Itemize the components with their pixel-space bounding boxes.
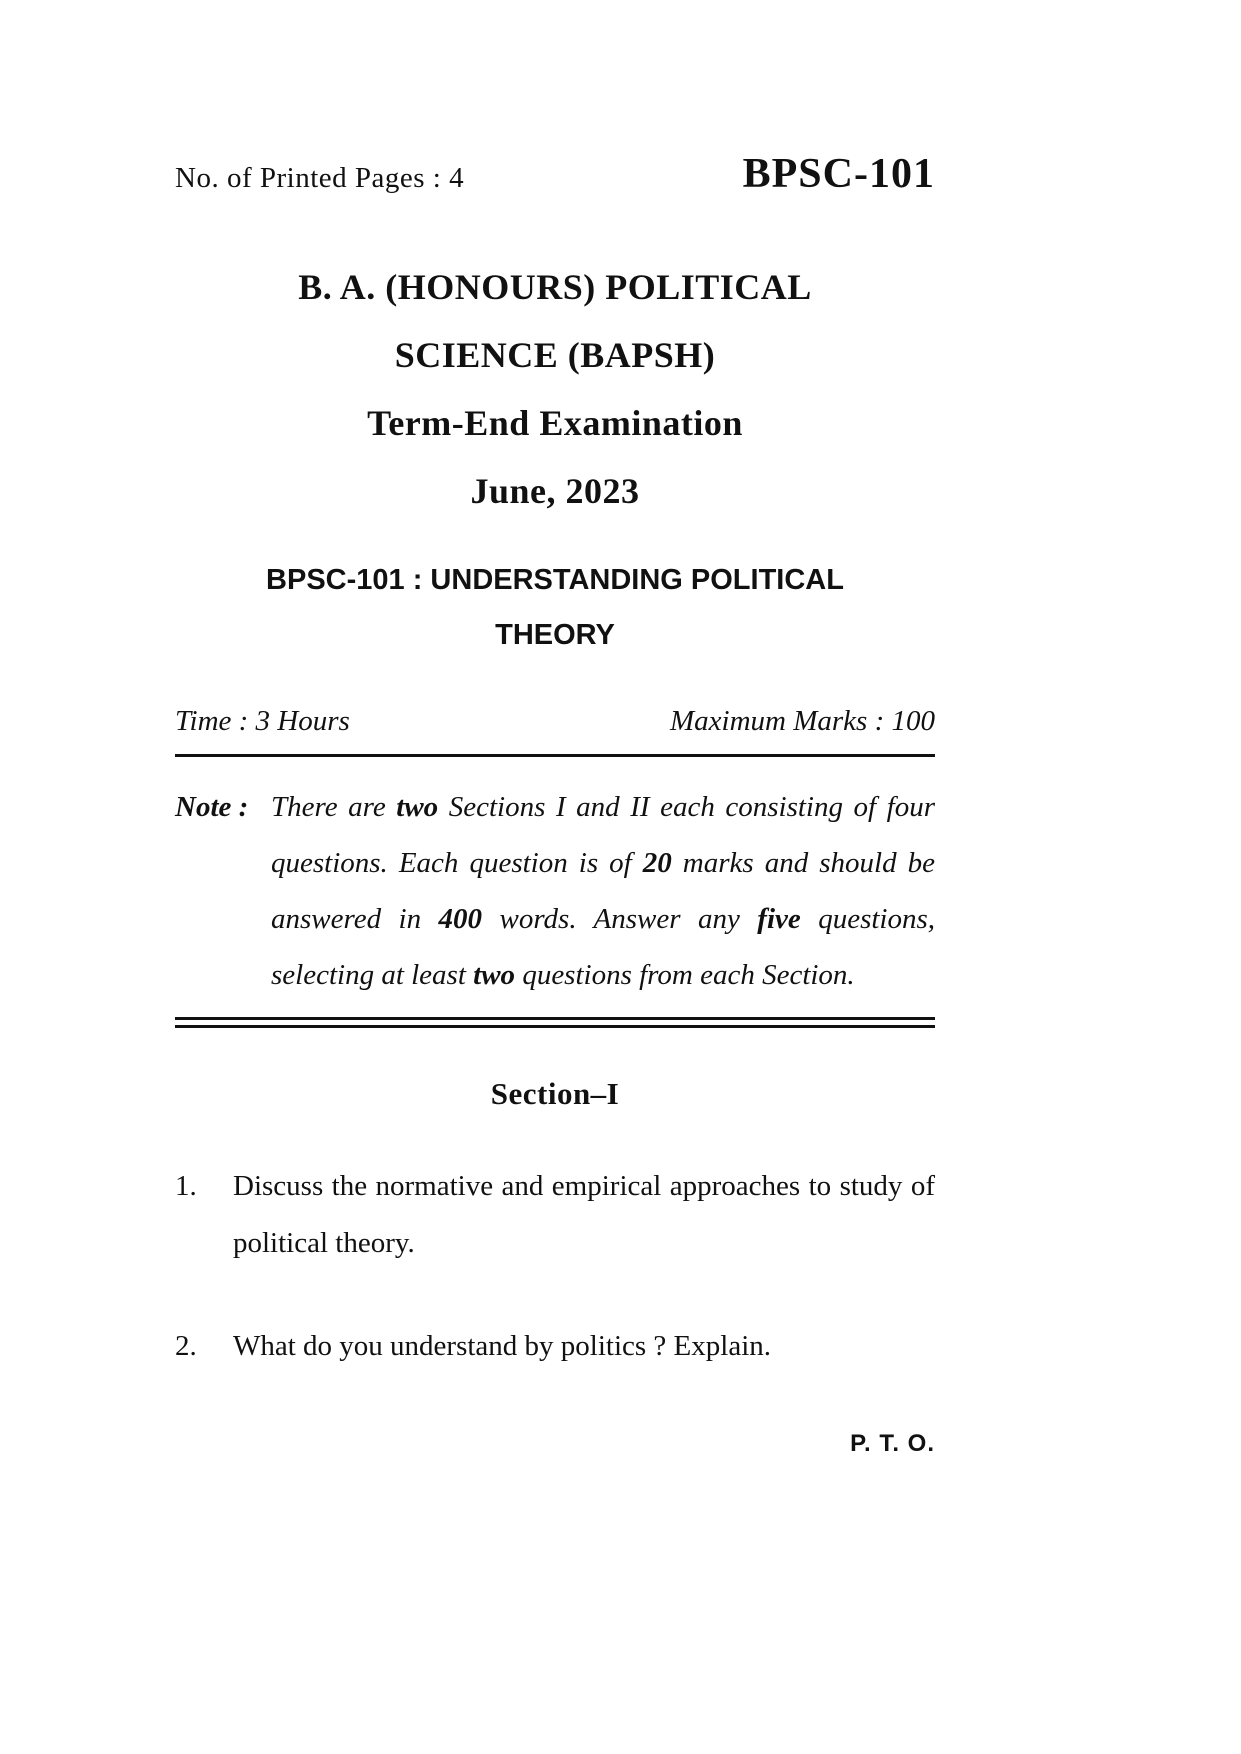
note-text-segment: questions, selecting at least — [271, 903, 936, 991]
note-text-segment: There are — [271, 791, 397, 823]
note-text-segment: questions from each Section. — [515, 959, 855, 991]
note-text-segment-bold: two — [473, 959, 516, 991]
pto-marker: P. T. O. — [850, 1430, 935, 1457]
question-1-text: Discuss the normative and empirical approaches to study of political theory. — [233, 1170, 935, 1259]
title-block — [175, 253, 935, 525]
question-2-number: 2. — [175, 1330, 197, 1362]
maximum-marks: Maximum Marks : 100 — [670, 705, 935, 737]
course-subtitle-line-1: BPSC-101 : UNDERSTANDING POLITICAL — [266, 564, 844, 596]
question-1 — [175, 1158, 935, 1272]
section-heading: Section–I — [490, 1076, 620, 1111]
course-subtitle — [175, 553, 935, 663]
time-allowed: Time : 3 Hours — [175, 705, 350, 737]
page-content — [175, 150, 935, 1458]
note-text-segment: marks and should be answered in — [271, 847, 935, 935]
note-text-segment: words. Answer any — [482, 903, 758, 935]
question-1-number: 1. — [175, 1170, 197, 1202]
note-label: Note : — [175, 791, 249, 823]
question-2-text: What do you understand by politics ? Explain. — [233, 1330, 772, 1362]
note-text-segment-bold: two — [396, 791, 439, 823]
note-text-segment-bold: 20 — [642, 847, 672, 879]
course-subtitle-line-2: THEORY — [495, 619, 615, 651]
paper-code: BPSC-101 — [742, 151, 935, 197]
note-paragraph — [175, 779, 935, 1003]
title-line-2: SCIENCE (BAPSH) — [394, 335, 716, 375]
note-text-segment-bold: 400 — [438, 903, 483, 935]
title-line-3: Term-End Examination — [367, 403, 743, 443]
question-2 — [175, 1318, 935, 1375]
header-row — [175, 150, 935, 198]
horizontal-rule — [175, 754, 935, 757]
note-text-segment: Sections I and II each consisting of four questions. Each question is of — [271, 791, 935, 879]
title-line-4: June, 2023 — [470, 471, 640, 511]
meta-row — [175, 705, 935, 738]
note-text-segment-bold: five — [757, 903, 801, 935]
title-line-1: B. A. (HONOURS) POLITICAL — [298, 267, 812, 307]
double-horizontal-rule — [175, 1017, 935, 1028]
printed-pages-note: No. of Printed Pages : 4 — [175, 162, 465, 194]
